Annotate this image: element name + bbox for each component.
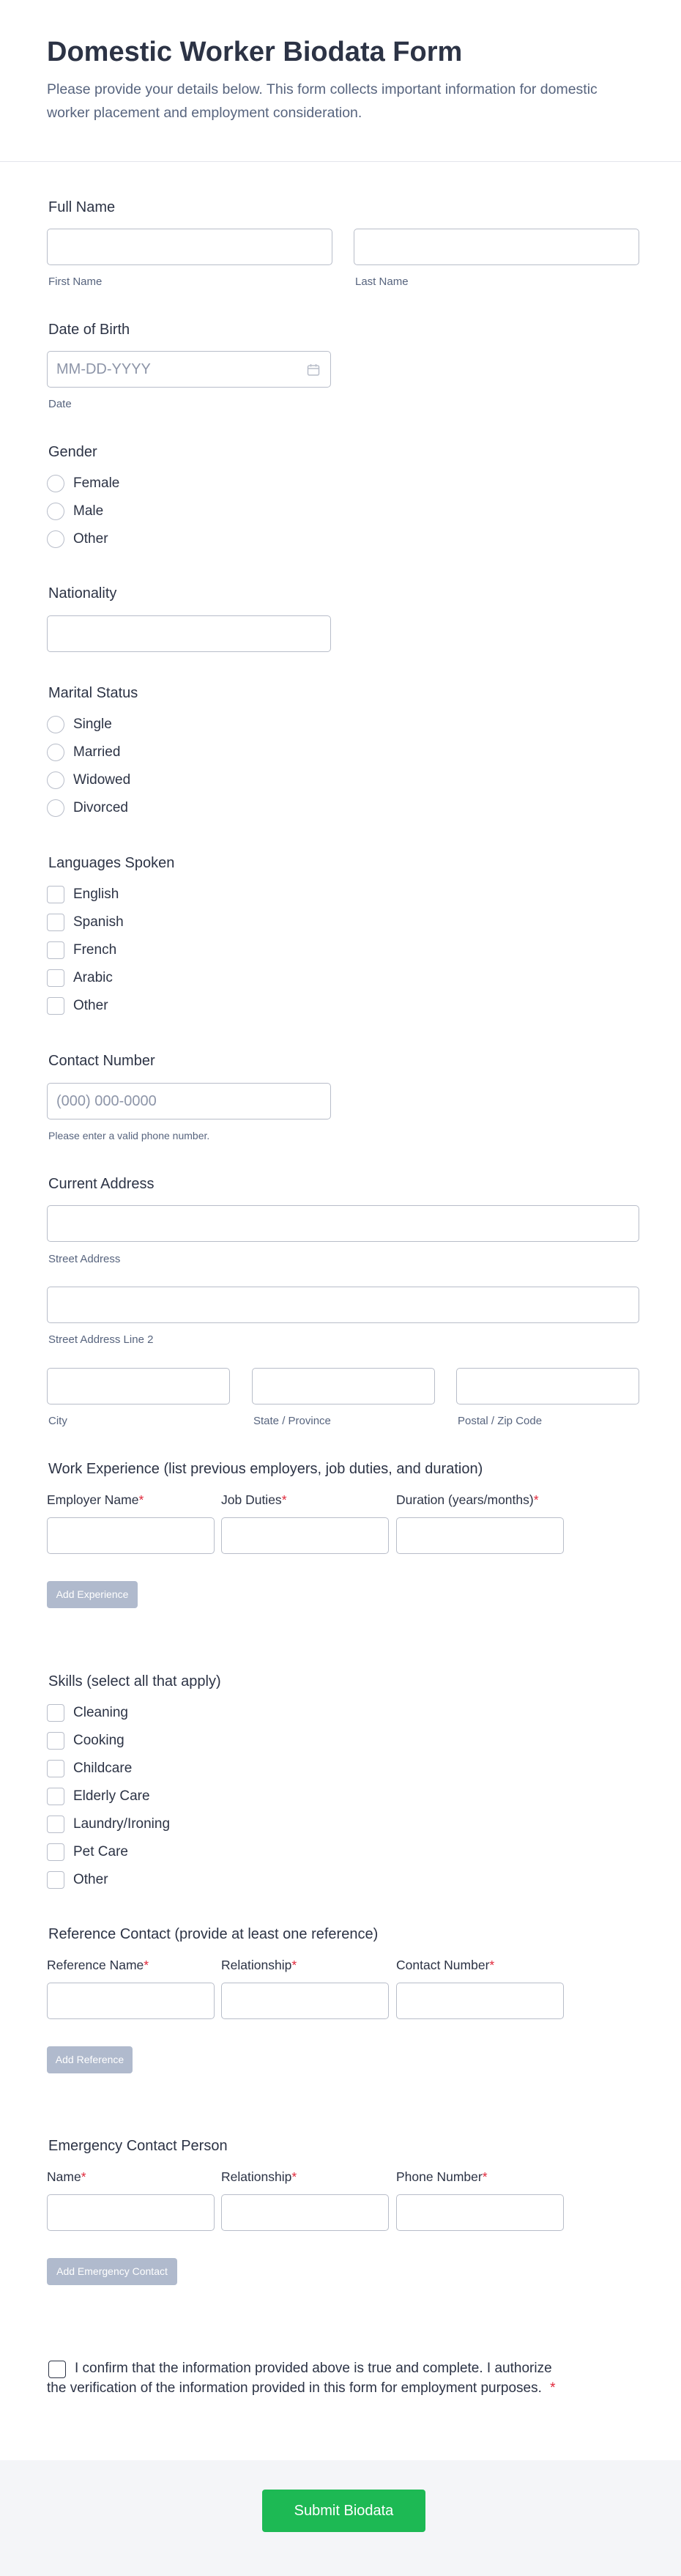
language-checkbox-arabic[interactable] (47, 969, 64, 987)
skill-checkbox-laundry[interactable] (47, 1816, 64, 1833)
form-description: Please provide your details below. This form collects important information for domestic worker placement and employment consideration. (47, 81, 598, 121)
city-sublabel: City (48, 1415, 67, 1427)
confirm-text: I confirm that the information provided above is true and complete. I authorize the verification of the information provided in this form for employment purposes. * (47, 2361, 556, 2396)
reference-relationship-input[interactable] (221, 1983, 389, 2019)
skill-option-label: Cooking (73, 1733, 124, 1748)
gender-radio-female[interactable] (47, 475, 64, 492)
work-column-header: Duration (years/months)* (396, 1492, 539, 1507)
reference-column-header: Reference Name* (47, 1958, 149, 1972)
reference-contact-number-input[interactable] (396, 1983, 564, 2019)
add-reference-button[interactable]: Add Reference (47, 2046, 133, 2073)
skill-checkbox-pet-care[interactable] (47, 1843, 64, 1861)
gender-label: Gender (48, 444, 97, 460)
nationality-input[interactable] (47, 615, 331, 652)
skill-option-label: Childcare (73, 1761, 133, 1776)
marital-status-label: Marital Status (48, 685, 138, 701)
language-option-label: French (73, 942, 117, 958)
skill-option-label: Other (73, 1872, 108, 1887)
street-address-input[interactable] (47, 1205, 639, 1242)
full-name-label: Full Name (48, 199, 116, 215)
reference-name-input[interactable] (47, 1983, 215, 2019)
last-name-input[interactable] (354, 229, 639, 265)
language-checkbox-english[interactable] (47, 886, 64, 903)
skill-checkbox-other[interactable] (47, 1871, 64, 1889)
language-option-label: English (73, 887, 119, 902)
marital-option-label: Widowed (73, 772, 131, 788)
gender-radio-other[interactable] (47, 530, 64, 548)
duration-input[interactable] (396, 1517, 564, 1554)
first-name-input[interactable] (47, 229, 332, 265)
calendar-icon[interactable] (307, 363, 320, 377)
gender-option-label: Female (73, 475, 120, 491)
marital-option-label: Married (73, 744, 121, 760)
skill-checkbox-childcare[interactable] (47, 1760, 64, 1777)
emergency-column-header: Name* (47, 2169, 86, 2184)
language-checkbox-spanish[interactable] (47, 914, 64, 931)
languages-label: Languages Spoken (48, 855, 175, 871)
form-title: Domestic Worker Biodata Form (47, 37, 463, 67)
reference-column-header: Relationship* (221, 1958, 297, 1972)
job-duties-input[interactable] (221, 1517, 389, 1554)
marital-option-label: Single (73, 717, 112, 732)
dob-label: Date of Birth (48, 322, 130, 338)
gender-option-label: Male (73, 503, 104, 519)
skill-checkbox-cooking[interactable] (47, 1732, 64, 1750)
skill-option-label: Elderly Care (73, 1788, 150, 1804)
emergency-column-header: Phone Number* (396, 2169, 488, 2184)
zip-sublabel: Postal / Zip Code (458, 1415, 543, 1427)
nationality-label: Nationality (48, 585, 117, 602)
skills-label: Skills (select all that apply) (48, 1673, 221, 1689)
contact-number-placeholder: (000) 000-0000 (56, 1093, 157, 1109)
state-sublabel: State / Province (253, 1415, 331, 1427)
dob-input[interactable] (47, 351, 331, 388)
marital-radio-divorced[interactable] (47, 799, 64, 817)
address-label: Current Address (48, 1176, 155, 1192)
work-column-header: Job Duties* (221, 1492, 287, 1507)
emergency-column-header: Relationship* (221, 2169, 297, 2184)
marital-radio-single[interactable] (47, 716, 64, 733)
street-address-2-input[interactable] (47, 1287, 639, 1323)
language-option-label: Other (73, 998, 108, 1013)
dob-placeholder: MM-DD-YYYY (56, 361, 151, 377)
header-divider (0, 161, 681, 162)
zip-input[interactable] (456, 1368, 639, 1404)
skill-checkbox-cleaning[interactable] (47, 1704, 64, 1722)
language-option-label: Spanish (73, 914, 124, 930)
gender-option-label: Other (73, 531, 108, 547)
emergency-contact-label: Emergency Contact Person (48, 2138, 228, 2154)
skill-option-label: Pet Care (73, 1844, 128, 1859)
add-experience-button[interactable]: Add Experience (47, 1581, 138, 1608)
work-experience-label: Work Experience (list previous employers, job duties, and duration) (48, 1461, 483, 1477)
add-emergency-contact-button[interactable]: Add Emergency Contact (47, 2258, 177, 2285)
emergency-phone-input[interactable] (396, 2194, 564, 2231)
street-address-sublabel: Street Address (48, 1253, 121, 1265)
reference-contact-label: Reference Contact (provide at least one reference) (48, 1926, 379, 1942)
emergency-name-input[interactable] (47, 2194, 215, 2231)
contact-number-hint: Please enter a valid phone number. (48, 1130, 210, 1141)
city-input[interactable] (47, 1368, 230, 1404)
language-option-label: Arabic (73, 970, 113, 985)
skill-option-label: Cleaning (73, 1705, 128, 1720)
last-name-sublabel: Last Name (355, 275, 409, 288)
contact-number-label: Contact Number (48, 1053, 155, 1069)
language-checkbox-other[interactable] (47, 997, 64, 1015)
dob-sublabel: Date (48, 398, 72, 410)
language-checkbox-french[interactable] (47, 941, 64, 959)
employer-name-input[interactable] (47, 1517, 215, 1554)
marital-radio-married[interactable] (47, 744, 64, 761)
contact-number-input[interactable] (47, 1083, 331, 1119)
reference-column-header: Contact Number* (396, 1958, 495, 1972)
skill-checkbox-elderly-care[interactable] (47, 1788, 64, 1805)
skill-option-label: Laundry/Ironing (73, 1816, 171, 1832)
work-column-header: Employer Name* (47, 1492, 144, 1507)
first-name-sublabel: First Name (48, 275, 103, 288)
marital-radio-widowed[interactable] (47, 771, 64, 789)
gender-radio-male[interactable] (47, 503, 64, 520)
emergency-relationship-input[interactable] (221, 2194, 389, 2231)
marital-option-label: Divorced (73, 800, 128, 815)
state-input[interactable] (252, 1368, 435, 1404)
street-address-2-sublabel: Street Address Line 2 (48, 1333, 154, 1346)
submit-button[interactable]: Submit Biodata (262, 2490, 425, 2532)
